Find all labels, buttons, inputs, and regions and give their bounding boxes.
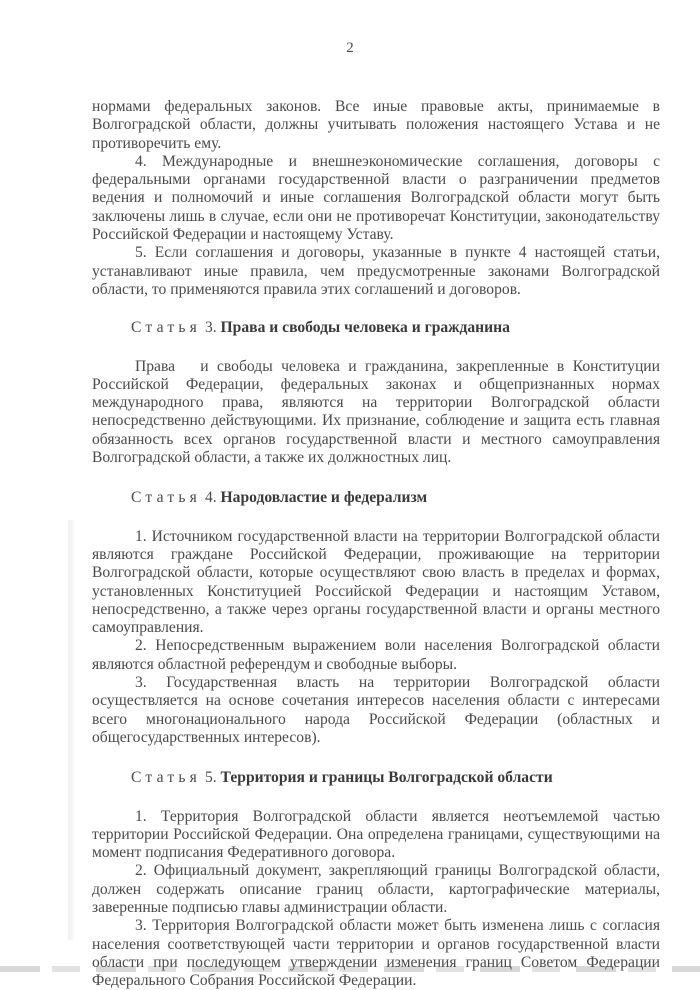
document-body (92, 98, 664, 990)
paragraph: 3. Территория Волгоградской области может быть изменена лишь с согласия населения соответствующей части территории и органов государственной власти области при последующем утверждении изменения границ Советом Федерации Федерального Собрания Российской Федерации. (92, 917, 660, 990)
paragraph: 1. Территория Волгоградской области является неотъемлемой частью территории Российской Федерации. Она определена границами, существующими на момент подписания Федеративного договора. (92, 807, 660, 862)
article-number: 5. (204, 769, 217, 787)
article-number: 3. (204, 319, 217, 337)
paragraph: нормами федеральных законов. Все иные правовые акты, принимаемые в Волгоградской области, должны учитывать положения настоящего Устава и не противоречить ему. (92, 98, 660, 152)
paragraph: Права и свободы человека и гражданина, закрепленные в Конституции Российской Федерации, федеральных законах и общепризнанных нормах международного права, являются на территории Волгоградской области непосредственно действующими. Их признание, соблюдение и защита есть главная обязанность всех органов государственной власти и местного самоуправления Волгоградской области, а также их должностных лиц. (92, 357, 664, 467)
paragraph: 1. Источником государственной власти на территории Волгоградской области являются граждане Российской Федерации, проживающие на территории Волгоградской области, которые осуществляют свою власть в пределах и формах, установленных Конституцией Российской Федерации и настоящим Уставом, непосредственно, а также через органы государственной власти и органы местного самоуправления. (92, 527, 660, 637)
paragraph: 2. Непосредственным выражением воли населения Волгоградской области являются областной референдум и свободные выборы. (92, 637, 660, 673)
page-number: 2 (346, 40, 354, 56)
article-label: Статья (131, 489, 202, 507)
paragraph: 2. Официальный документ, закрепляющий границы Волгоградской области, должен содержать описание границ области, картографические материалы, заверенные подписью главы администрации области. (92, 862, 660, 916)
article-label: Статья (131, 769, 202, 787)
article-title: Права и свободы человека и гражданина (220, 319, 510, 337)
article-title: Территория и границы Волгоградской области (220, 769, 553, 787)
paragraph: 4. Международные и внешнеэкономические соглашения, договоры с федеральными органами государственной власти о разграничении предметов ведения и полномочий и иные соглашения Волгоградской области могут быть заключены лишь в случае, если они не противоречат Конституции, законодательству Российской Федерации и настоящему Уставу. (92, 152, 660, 244)
article-heading (92, 769, 660, 787)
paragraph: 5. Если соглашения и договоры, указанные в пункте 4 настоящей статьи, устанавливают иные правила, чем предусмотренные законами Волгоградской области, то применяются правила этих соглашений и договоров. (92, 244, 660, 298)
article-heading (92, 319, 660, 337)
article-title: Народовластие и федерализм (220, 489, 428, 507)
article-number: 4. (204, 489, 217, 507)
paragraph: 3. Государственная власть на территории Волгоградской области осуществляется на основе сочетания интересов населения области с интересами всего многонационального народа Российской Федерации (областных и общегосударственных интересов). (92, 674, 660, 746)
scan-shadow (68, 520, 74, 940)
article-heading (92, 489, 660, 507)
article-label: Статья (131, 319, 202, 337)
